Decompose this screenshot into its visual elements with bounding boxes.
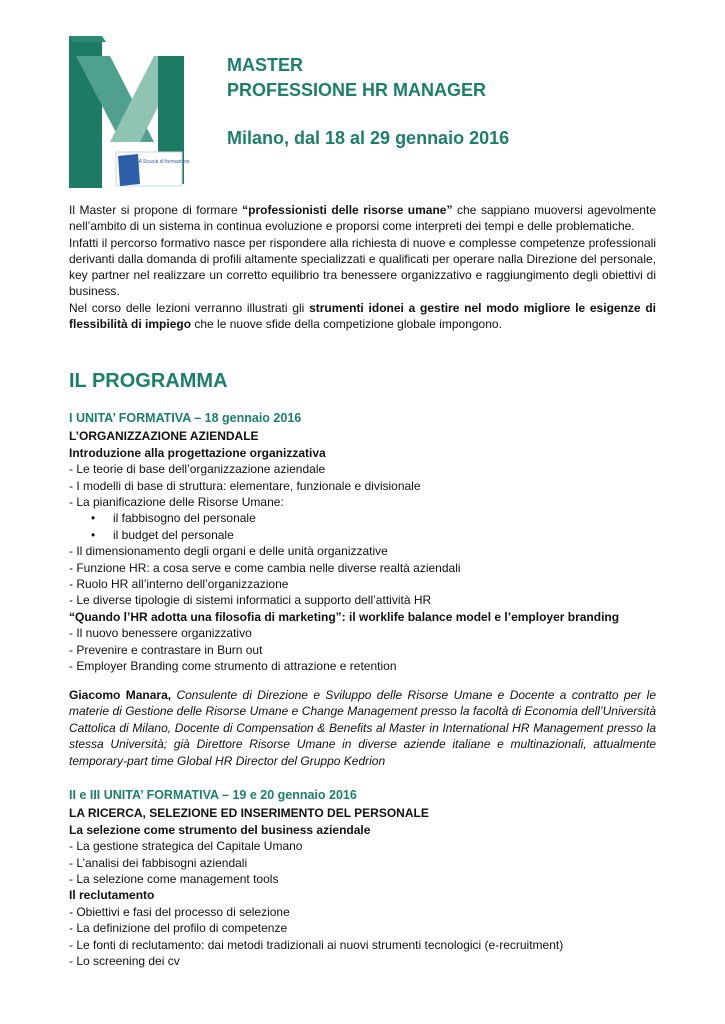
- list-item: - Prevenire e contrastare in Burn out: [69, 642, 263, 657]
- intro-paragraph-3: Nel corso delle lezioni verranno illustrati gli strumenti idonei a gestire nel modo migliore le esigenze di flessibilità di impiego che le nuove sfide della competizione globale impongono.: [69, 300, 656, 332]
- logo-badge-text: ISOA Scuola di formazione: [130, 159, 190, 165]
- intro-paragraph-1: Il Master si propone di formare “professionisti delle risorse umane” che sappiano muoversi agevolmente nell’ambito di un sistema in continua evoluzione e proporsi come interpreti dei tempi e delle problematiche.: [69, 203, 656, 234]
- list-item: - Funzione HR: a cosa serve e come cambia nelle diverse realtà aziendali: [69, 560, 461, 575]
- bullet-icon: •: [91, 527, 96, 542]
- list-item: - Le diverse tipologie di sistemi informatici a supporto dell’attività HR: [69, 593, 432, 608]
- teacher-bio: [69, 687, 656, 769]
- unit-2-subheading-2: Il reclutamento: [69, 888, 155, 903]
- programma-title: IL PROGRAMMA: [69, 370, 228, 392]
- unit-1-heading: L’ORGANIZZAZIONE AZIENDALE: [69, 429, 259, 444]
- intro-text: [69, 202, 656, 332]
- list-item: - Il dimensionamento degli organi e delle unità organizzative: [69, 544, 388, 559]
- master-logo: [66, 34, 190, 190]
- unit-2-title: II e III UNITA’ FORMATIVA – 19 e 20 gennaio 2016: [69, 788, 357, 802]
- teacher-description: Consulente di Direzione e Sviluppo delle Risorse Umane e Docente a contratto per le materie di Gestione delle Risorse Umane e Change Management presso la facoltà di Economia dell’Università Cattolica di Milano, Docente di Compensation & Benefits al Master in International HR Management presso la stessa Università; già Direttore Risorse Umane in diverse aziende italiane e multinazionali, attualmente temporary-part time Global HR Director del Gruppo Kedrion: [69, 688, 656, 768]
- bullet-item: • il fabbisogno del personale: [91, 511, 256, 526]
- title-master: MASTER: [227, 55, 303, 75]
- list-item: - Employer Branding come strumento di attrazione e retention: [69, 659, 397, 674]
- unit-1-subheading-2: “Quando l’HR adotta una filosofia di marketing”: il worklife balance model e l’employer branding: [69, 609, 620, 624]
- intro-paragraph-2: Infatti il percorso formativo nasce per rispondere alla richiesta di nuove e complesse competenze professionali derivanti dalla domanda di profili altamente specializzati e qualificati per operare nalla Direzione del personale, key partner nel realizzare un corretto equilibrio tra benessere organizzativo e raggiungimento degli obiettivi di business.: [69, 235, 656, 299]
- list-item: - I modelli di base di struttura: elementare, funzionale e divisionale: [69, 478, 421, 493]
- list-item: - La definizione del profilo di competenze: [69, 921, 288, 936]
- unit-2: [69, 787, 659, 969]
- m-logo-icon: [66, 34, 190, 190]
- title-dates: Milano, dal 18 al 29 gennaio 2016: [227, 128, 510, 148]
- list-item: - Obiettivi e fasi del processo di selezione: [69, 904, 290, 919]
- teacher-name: Giacomo Manara,: [69, 688, 172, 702]
- title-profession: PROFESSIONE HR MANAGER: [227, 80, 487, 100]
- title-block: [227, 53, 509, 149]
- unit-2-heading: LA RICERCA, SELEZIONE ED INSERIMENTO DEL PERSONALE: [69, 806, 429, 821]
- list-item: - Il nuovo benessere organizzativo: [69, 626, 252, 641]
- bullet-icon: •: [91, 511, 96, 526]
- list-item: - La pianificazione delle Risorse Umane:: [69, 495, 284, 510]
- list-item: - Ruolo HR all’interno dell’organizzazione: [69, 577, 289, 592]
- list-item: - L’analisi dei fabbisogni aziendali: [69, 855, 248, 870]
- list-item: - La selezione come management tools: [69, 872, 279, 887]
- unit-2-subheading-1: La selezione come strumento del business aziendale: [69, 822, 371, 837]
- list-item: - La gestione strategica del Capitale Umano: [69, 839, 303, 854]
- unit-1-subheading-1: Introduzione alla progettazione organizzativa: [69, 445, 326, 460]
- list-item: - Le fonti di reclutamento: dai metodi tradizionali ai nuovi strumenti tecnologici (e-recruitment): [69, 937, 564, 952]
- bullet-item: • il budget del personale: [91, 527, 234, 542]
- unit-1: [69, 410, 659, 675]
- unit-1-title: I UNITA’ FORMATIVA – 18 gennaio 2016: [69, 411, 302, 425]
- list-item: - Lo screening dei cv: [69, 954, 180, 969]
- list-item: - Le teorie di base dell’organizzazione aziendale: [69, 462, 326, 477]
